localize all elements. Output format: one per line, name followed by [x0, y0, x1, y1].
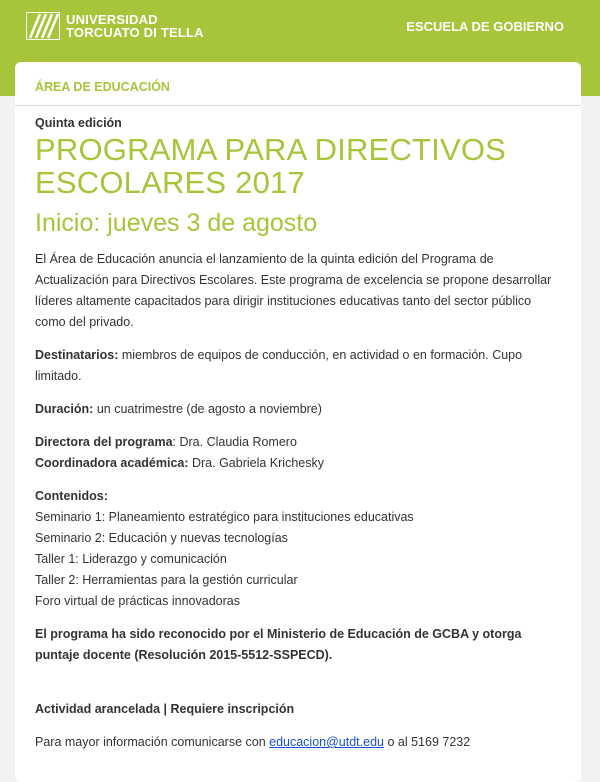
contenidos-list: [35, 507, 561, 612]
reconocimiento: El programa ha sido reconocido por el Ministerio de Educación de GCBA y otorga puntaje docente (Resolución 2015-5512-SSPECD).: [35, 627, 522, 662]
destinatarios-text: miembros de equipos de conducción, en actividad o en formación. Cupo limitado.: [35, 348, 523, 383]
list-item: Seminario 1: Planeamiento estratégico para instituciones educativas: [35, 510, 414, 524]
list-item: Taller 1: Liderazgo y comunicación: [35, 552, 227, 566]
directora: [35, 432, 561, 453]
stripes-logo-icon: [26, 12, 60, 40]
actividad: Actividad arancelada | Requiere inscripción: [35, 702, 295, 716]
duracion: [35, 399, 561, 420]
intro-paragraph: El Área de Educación anuncia el lanzamiento de la quinta edición del Programa de Actualización para Directivos Escolares. Este programa de excelencia se propone desarrollar líderes altamente capacitados para dirigir instituciones educativas tanto del sector público como del privado.: [35, 252, 552, 329]
start-date: Inicio: jueves 3 de agosto: [35, 209, 318, 237]
contacto-pre: Para mayor información comunicarse con: [35, 735, 270, 749]
logo-text: [66, 13, 204, 39]
coordinadora-label: Coordinadora académica:: [35, 456, 189, 470]
coordinadora-text: Dra. Gabriela Krichesky: [188, 456, 324, 470]
logo-line-1: UNIVERSIDAD: [66, 12, 158, 27]
list-item: Foro virtual de prácticas innovadoras: [35, 594, 240, 608]
contenidos-label: Contenidos:: [35, 489, 108, 503]
university-logo[interactable]: [26, 12, 204, 40]
destinatarios: [35, 345, 561, 387]
divider: [15, 105, 581, 106]
title-line-2: ESCOLARES 2017: [35, 165, 305, 200]
list-item: Seminario 2: Educación y nuevas tecnologías: [35, 531, 288, 545]
duracion-text: un cuatrimestre (de agosto a noviembre): [93, 402, 322, 416]
email-link[interactable]: educacion@utdt.edu: [269, 735, 384, 749]
contacto-post: o al 5169 7232: [383, 735, 471, 749]
logo-line-2: TORCUATO DI TELLA: [66, 25, 204, 40]
area-label: ÁREA DE EDUCACIÓN: [35, 80, 170, 94]
program-title: [35, 133, 561, 199]
content-card: [15, 62, 581, 782]
directora-text: : Dra. Claudia Romero: [172, 435, 297, 449]
school-name: ESCUELA DE GOBIERNO: [406, 19, 564, 34]
edition-label: Quinta edición: [35, 116, 122, 130]
program-content: [35, 115, 561, 753]
contacto: [35, 732, 561, 753]
list-item: Taller 2: Herramientas para la gestión curricular: [35, 573, 298, 587]
duracion-label: Duración:: [35, 402, 94, 416]
directora-label: Directora del programa: [35, 435, 173, 449]
title-line-1: PROGRAMA PARA DIRECTIVOS: [35, 132, 507, 167]
destinatarios-label: Destinatarios:: [35, 348, 119, 362]
coordinadora: [35, 453, 561, 474]
